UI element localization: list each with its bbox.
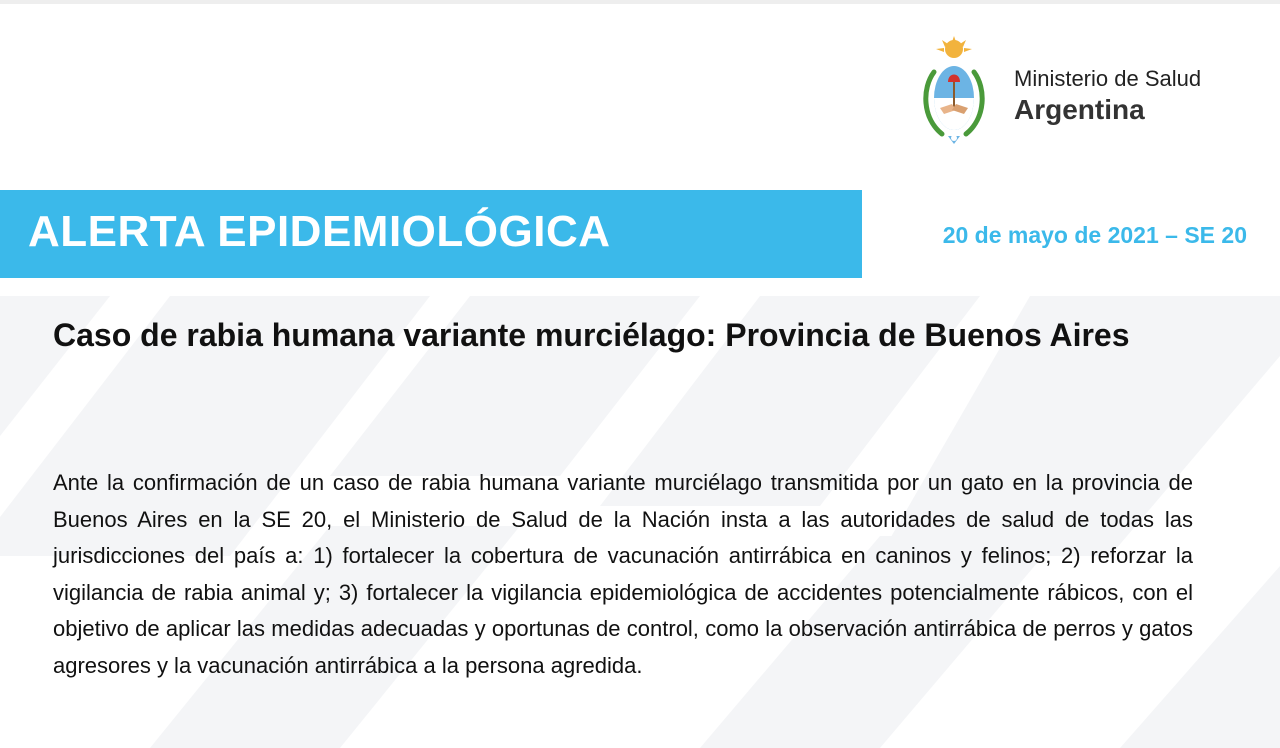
document-body: Ante la confirmación de un caso de rabia humana variante murciélago transmitida por un gato en la provincia de Buenos Aires en la SE 20, el Ministerio de Salud de la Nación insta a las autoridades de salud de todas las jurisdicciones del país a: 1) fortalecer la cobertura de vacunación antirrábica en caninos y felinos; 2) reforzar la vigilancia de rabia animal y; 3) fortalecer la vigilancia epidemiológica de accidentes potencialmente rábicos, con el objetivo de aplicar las medidas adecuadas y oportunas de control, como la observación antirrábica de perros y gatos agresores y la vacunación antirrábica a la persona agredida. — [53, 470, 1193, 678]
ministry-name: Ministerio de Salud — [1014, 66, 1202, 91]
country-name: Argentina — [1014, 94, 1145, 125]
ministry-logo — [918, 36, 1218, 148]
top-border — [0, 0, 1280, 4]
document-title: Caso de rabia humana variante murciélago: Provincia de Buenos Aires — [53, 317, 1130, 353]
alert-date: 20 de mayo de 2021 – SE 20 — [942, 222, 1247, 248]
alert-banner — [0, 190, 862, 278]
alert-title: ALERTA EPIDEMIOLÓGICA — [28, 207, 611, 256]
argentina-coat-of-arms-icon — [922, 36, 986, 148]
